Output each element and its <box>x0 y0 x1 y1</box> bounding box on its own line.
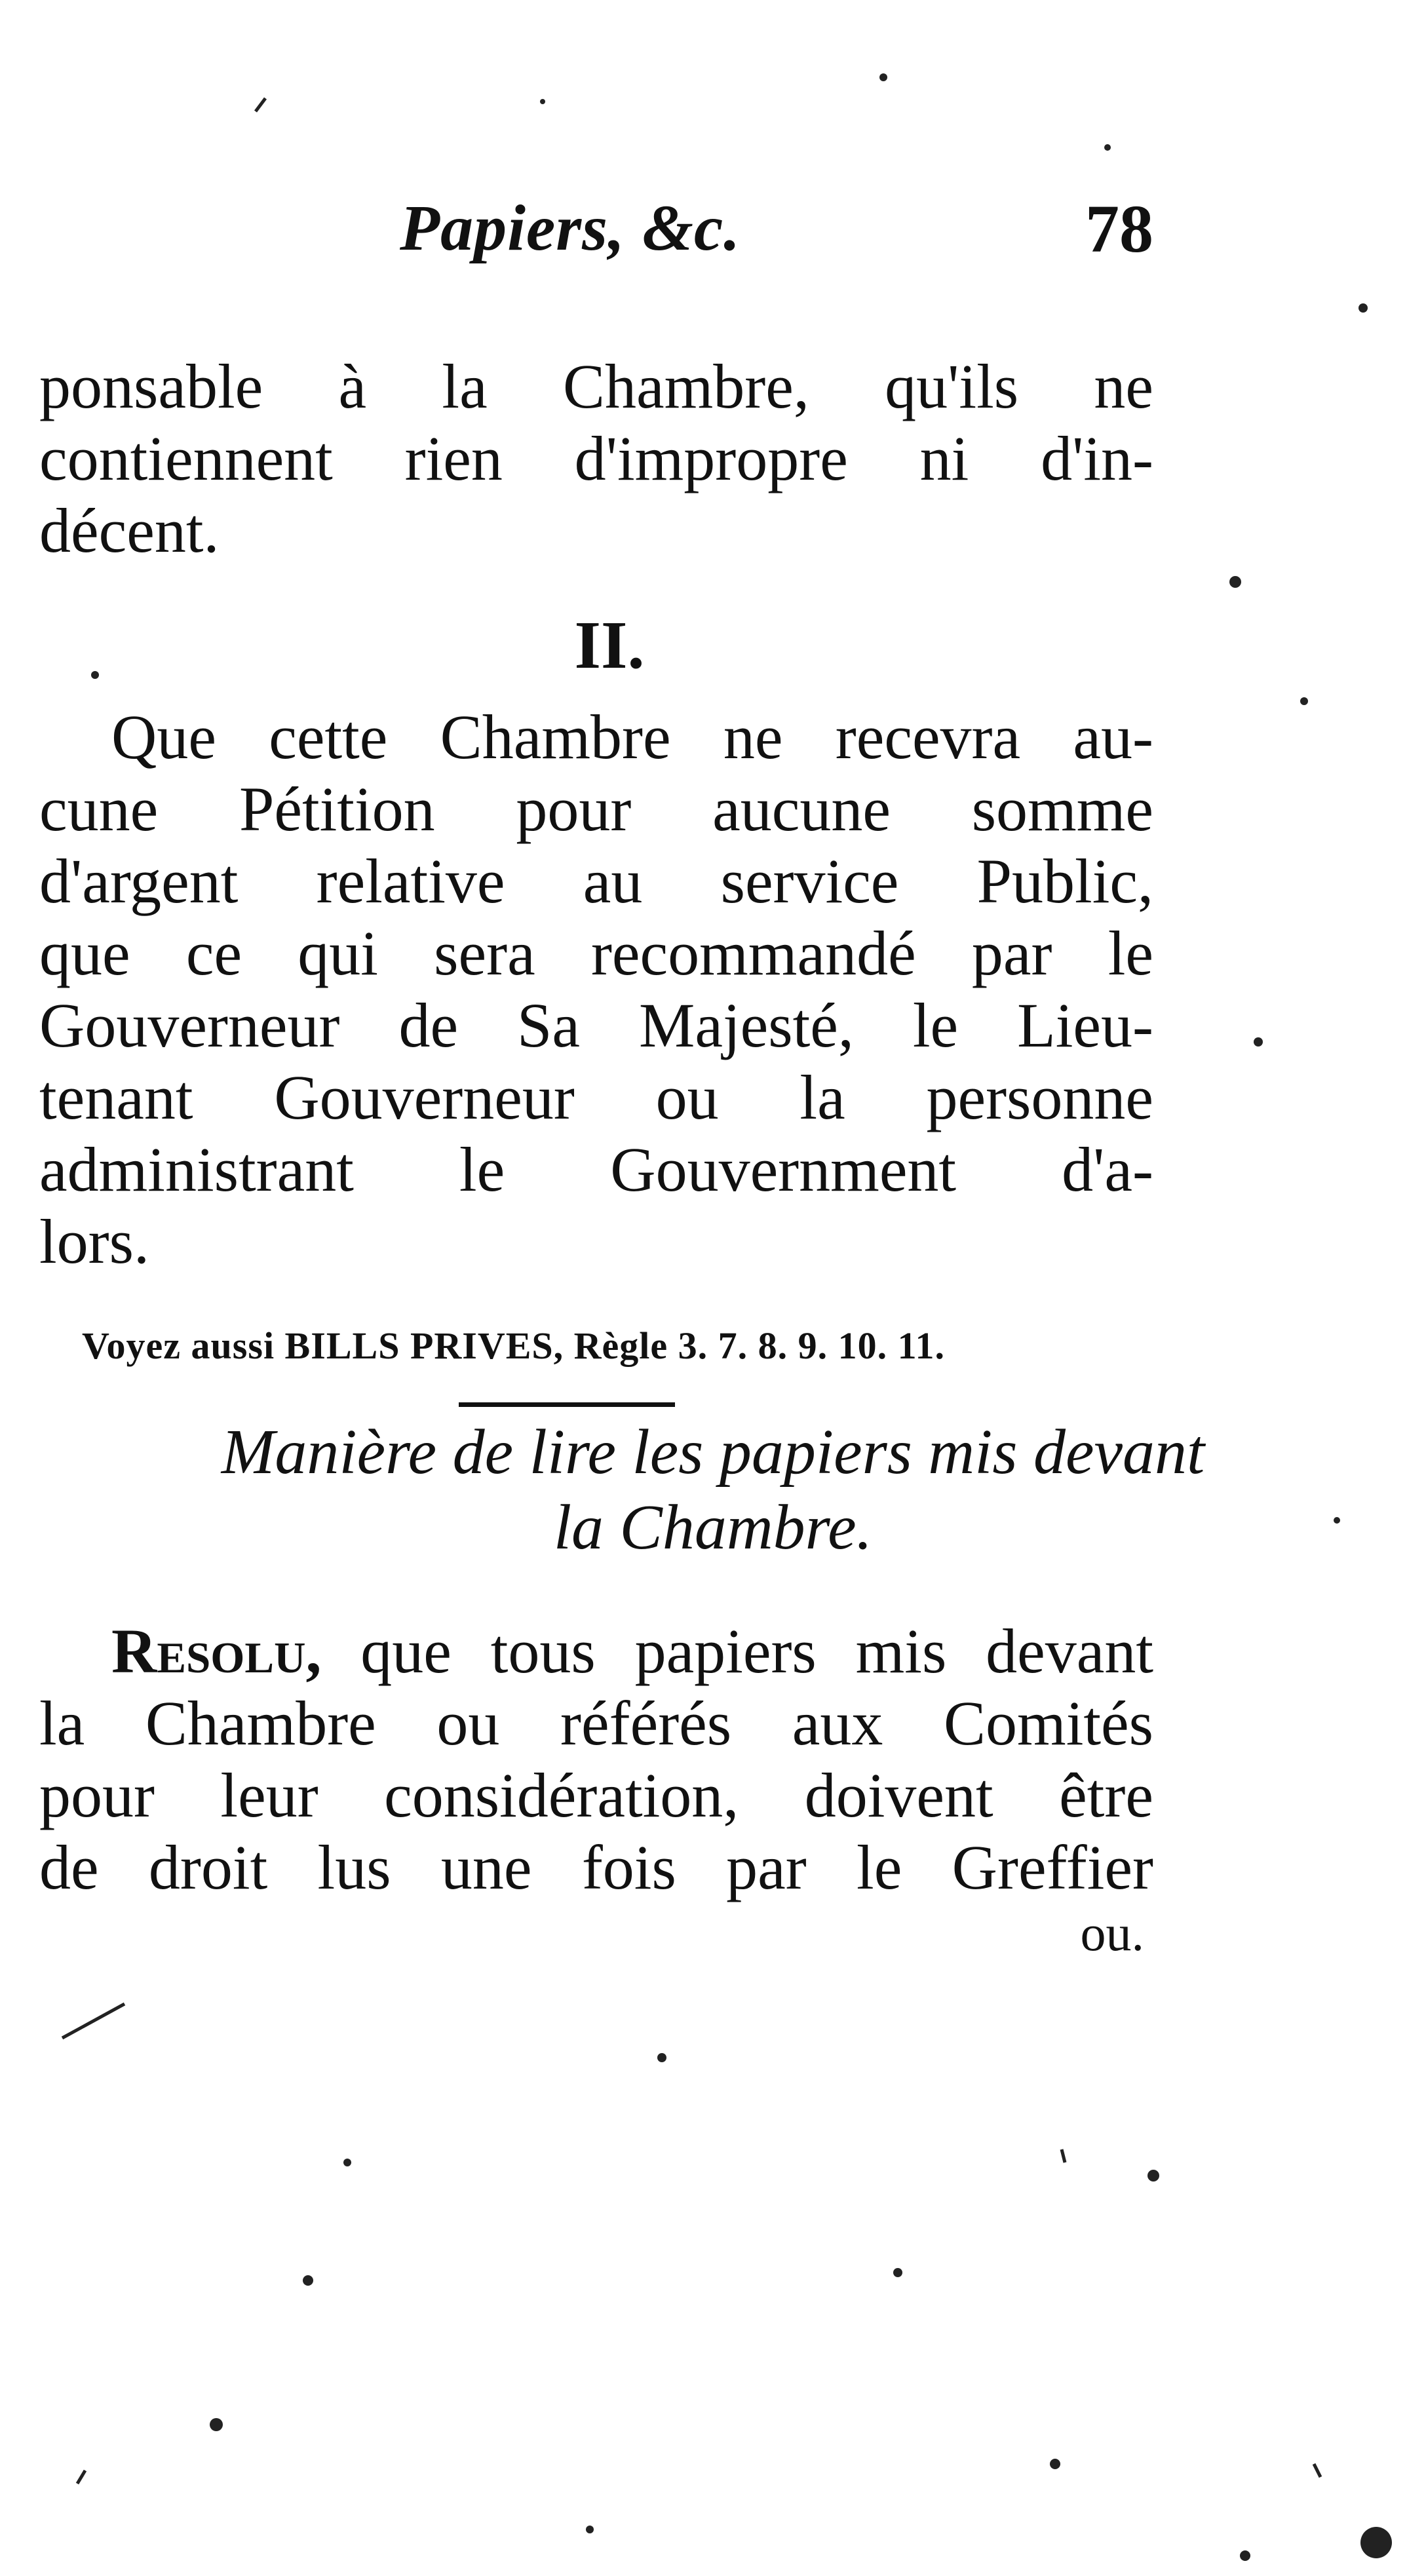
resolu-word: Resolu, <box>111 1616 322 1686</box>
text-line: la Chambre ou référés aux Comités <box>39 1688 1153 1758</box>
catchword: ou. <box>1080 1904 1144 1961</box>
text-line: d'argent relative au service Public, <box>39 846 1153 916</box>
text-line: Gouverneur de Sa Majesté, le Lieu- <box>39 990 1153 1060</box>
text-line: tenant Gouverneur ou la personne <box>39 1062 1153 1132</box>
running-header <box>380 190 1153 282</box>
page-number: 78 <box>1085 191 1153 267</box>
text-line: lors. <box>39 1206 149 1277</box>
text-line: ponsable à la Chambre, qu'ils ne <box>39 351 1153 421</box>
cross-reference: Voyez aussi BILLS PRIVES, Règle 3. 7. 8. 9. 10. 11. <box>82 1324 945 1367</box>
section-heading: Manière de lire les papiers mis devant <box>221 1417 1205 1488</box>
text-fragment: que tous papiers mis devant <box>360 1616 1154 1686</box>
running-title: Papiers, &c. <box>400 191 741 264</box>
text-line: Que cette Chambre ne recevra au- <box>111 702 1153 772</box>
text-line: de droit lus une fois par le Greffier <box>39 1832 1153 1902</box>
section-number: II. <box>574 607 645 683</box>
section-divider <box>459 1402 675 1407</box>
text-line: contiennent rien d'impropre ni d'in- <box>39 423 1153 493</box>
text-line: pour leur considération, doivent être <box>39 1760 1153 1830</box>
text-line: administrant le Gouvernment d'a- <box>39 1134 1153 1204</box>
text-line: que ce qui sera recommandé par le <box>39 918 1153 988</box>
text-line: décent. <box>39 495 220 566</box>
section-heading-continued: la Chambre. <box>553 1492 873 1563</box>
text-line: cune Pétition pour aucune somme <box>39 774 1153 844</box>
text-line <box>111 1615 1153 1687</box>
